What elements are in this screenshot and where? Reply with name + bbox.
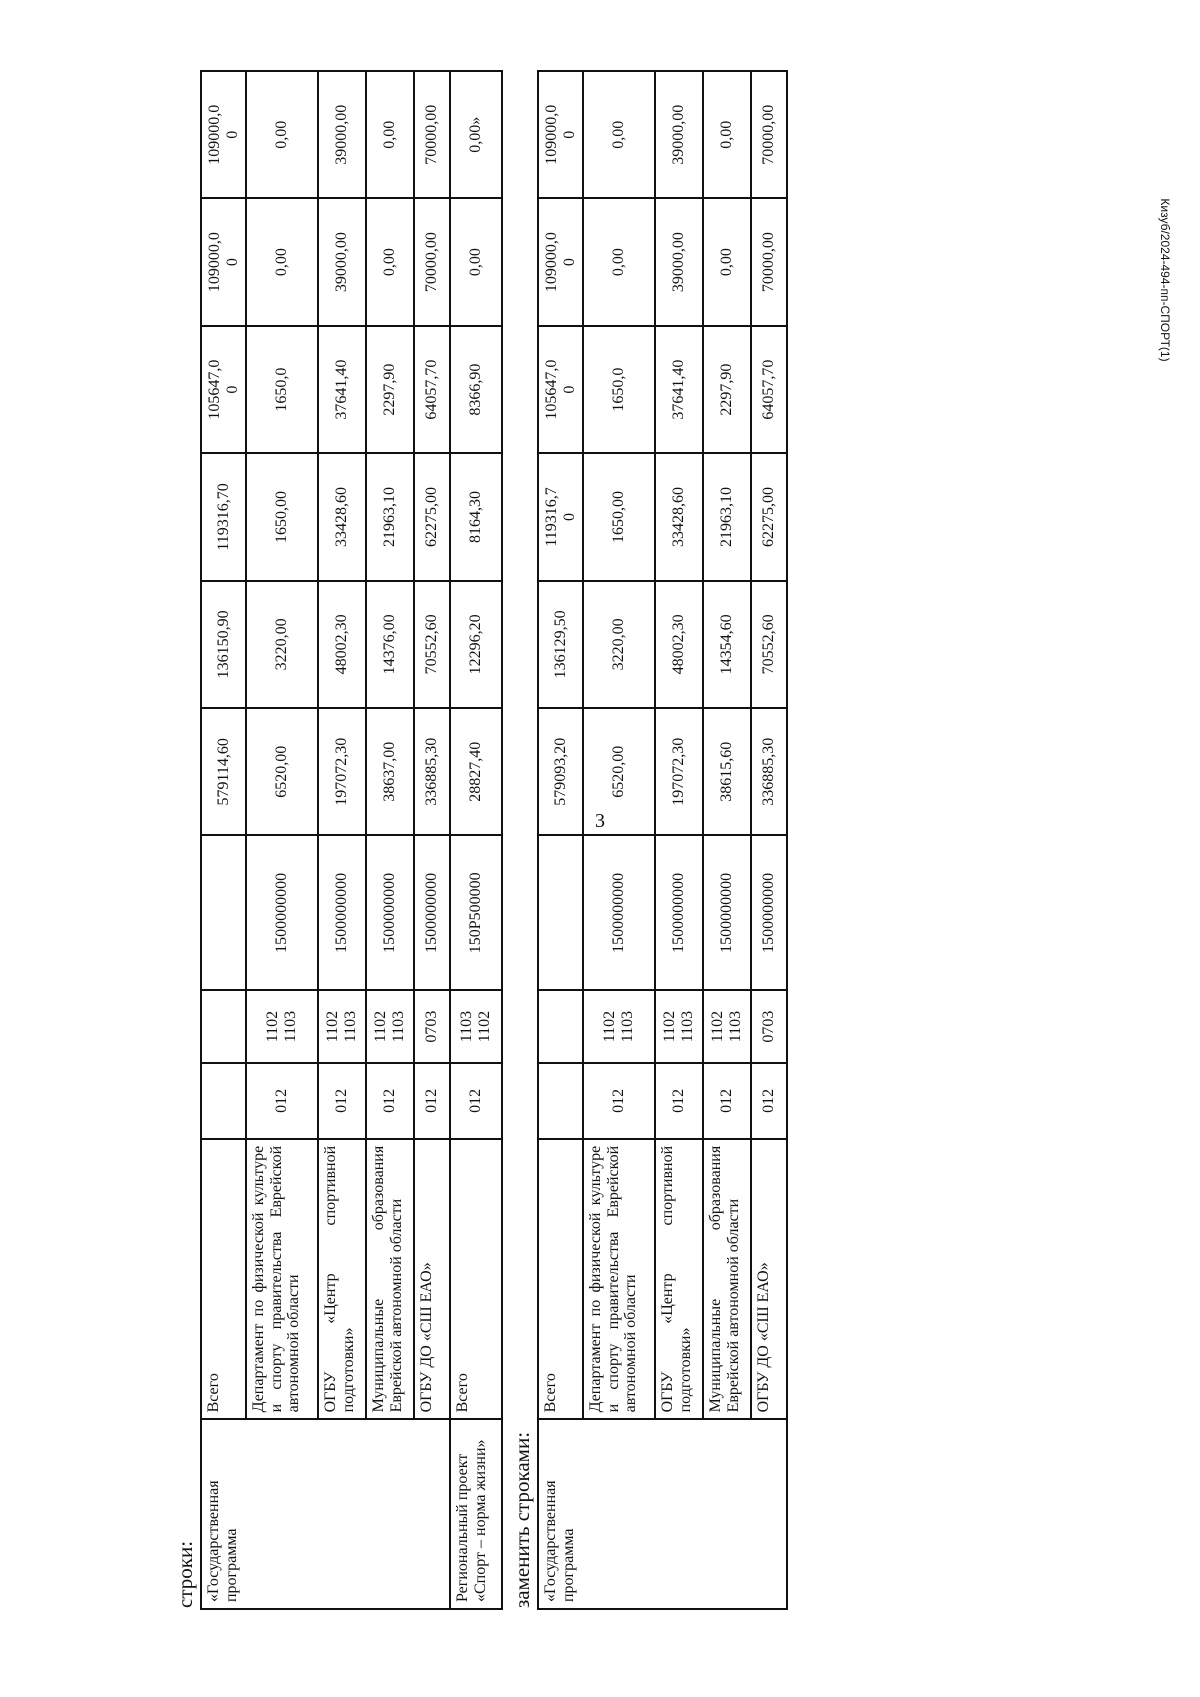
value-cell: 14354,60 <box>703 581 751 708</box>
value-cell: 0,00 <box>583 71 655 198</box>
executor-cell: Всего <box>201 1139 246 1420</box>
value-cell: 1650,00 <box>583 453 655 580</box>
table-row <box>450 71 502 1609</box>
value-cell: 0,00 <box>703 198 751 325</box>
executor-cell: Всего <box>450 1139 502 1420</box>
value-cell: 3220,00 <box>246 581 318 708</box>
value-cell: 1650,0 <box>583 326 655 453</box>
value-cell: 62275,00 <box>751 453 787 580</box>
value-cell: 0,00 <box>583 198 655 325</box>
value-cell: 2297,90 <box>703 326 751 453</box>
value-cell: 3220,00 <box>583 581 655 708</box>
value-cell: 0703 <box>751 990 787 1063</box>
executor-cell: Департамент по физической культуре и спорту правительства Еврейской автономной области <box>583 1139 655 1420</box>
value-cell: 48002,30 <box>318 581 366 708</box>
value-cell <box>538 1063 583 1139</box>
table-row <box>201 71 246 1609</box>
value-cell: 1102 1103 <box>655 990 703 1063</box>
executor-cell: ОГБУ «Центр спортивной подготовки» <box>318 1139 366 1420</box>
executor-cell: ОГБУ ДО «СШ ЕАО» <box>751 1139 787 1420</box>
value-cell: 39000,00 <box>655 71 703 198</box>
value-cell: 0,00 <box>246 71 318 198</box>
value-cell: 012 <box>366 1063 414 1139</box>
value-cell: 21963,10 <box>366 453 414 580</box>
value-cell: 105647,0 0 <box>538 326 583 453</box>
value-cell: 70552,60 <box>414 581 450 708</box>
executor-cell: Департамент по физической культуре и спорту правительства Еврейской автономной области <box>246 1139 318 1420</box>
executor-cell: ОГБУ ДО «СШ ЕАО» <box>414 1139 450 1420</box>
project-name-cell: Региональный проект «Спорт – норма жизни» <box>450 1419 502 1609</box>
value-cell: 150P500000 <box>450 835 502 990</box>
value-cell <box>538 990 583 1063</box>
value-cell: 012 <box>450 1063 502 1139</box>
value-cell: 37641,40 <box>655 326 703 453</box>
value-cell: 33428,60 <box>318 453 366 580</box>
value-cell: 1500000000 <box>318 835 366 990</box>
value-cell: 38637,00 <box>366 708 414 835</box>
value-cell: 70000,00 <box>414 71 450 198</box>
value-cell: 1500000000 <box>751 835 787 990</box>
value-cell: 70000,00 <box>751 71 787 198</box>
caption-before: строки: <box>173 1540 197 1608</box>
executor-cell: Муниципальные образования Еврейской автономной области <box>366 1139 414 1420</box>
value-cell: 0,00» <box>450 71 502 198</box>
table-row <box>318 71 366 1609</box>
value-cell: 109000,0 0 <box>538 198 583 325</box>
value-cell: 33428,60 <box>655 453 703 580</box>
page-number: 3 <box>595 810 605 832</box>
value-cell: 012 <box>414 1063 450 1139</box>
value-cell: 012 <box>583 1063 655 1139</box>
value-cell: 012 <box>703 1063 751 1139</box>
value-cell: 1102 1103 <box>366 990 414 1063</box>
value-cell: 579093,20 <box>538 708 583 835</box>
rotated-content <box>170 70 1070 1610</box>
value-cell: 0703 <box>414 990 450 1063</box>
value-cell: 12296,20 <box>450 581 502 708</box>
program-name-cell: «Государственная программа <box>538 1419 787 1609</box>
value-cell: 1500000000 <box>655 835 703 990</box>
value-cell <box>201 1063 246 1139</box>
value-cell: 1102 1103 <box>703 990 751 1063</box>
value-cell: 64057,70 <box>751 326 787 453</box>
value-cell: 1102 1103 <box>318 990 366 1063</box>
table-row <box>583 71 655 1609</box>
document-code: Кизуб/2024-494-пп-СПОРТ(1) <box>1158 198 1172 362</box>
value-cell: 0,00 <box>366 198 414 325</box>
value-cell: 28827,40 <box>450 708 502 835</box>
value-cell: 1650,00 <box>246 453 318 580</box>
value-cell: 136150,90 <box>201 581 246 708</box>
value-cell: 70552,60 <box>751 581 787 708</box>
value-cell: 109000,0 0 <box>201 198 246 325</box>
value-cell: 39000,00 <box>318 71 366 198</box>
table-row <box>703 71 751 1609</box>
value-cell: 39000,00 <box>655 198 703 325</box>
value-cell: 136129,50 <box>538 581 583 708</box>
value-cell: 8164,30 <box>450 453 502 580</box>
value-cell: 6520,00 <box>246 708 318 835</box>
value-cell: 1500000000 <box>246 835 318 990</box>
value-cell: 8366,90 <box>450 326 502 453</box>
value-cell: 38615,60 <box>703 708 751 835</box>
value-cell: 197072,30 <box>318 708 366 835</box>
value-cell: 70000,00 <box>751 198 787 325</box>
value-cell: 1102 1103 <box>583 990 655 1063</box>
value-cell: 012 <box>751 1063 787 1139</box>
value-cell <box>201 835 246 990</box>
value-cell: 0,00 <box>246 198 318 325</box>
value-cell: 119316,7 0 <box>538 453 583 580</box>
table-row <box>414 71 450 1609</box>
value-cell: 1500000000 <box>703 835 751 990</box>
value-cell: 48002,30 <box>655 581 703 708</box>
value-cell: 64057,70 <box>414 326 450 453</box>
value-cell: 0,00 <box>450 198 502 325</box>
caption-after: заменить строками: <box>510 1431 534 1608</box>
value-cell: 2297,90 <box>366 326 414 453</box>
value-cell: 39000,00 <box>318 198 366 325</box>
value-cell: 336885,30 <box>414 708 450 835</box>
value-cell: 1103 1102 <box>450 990 502 1063</box>
value-cell: 37641,40 <box>318 326 366 453</box>
value-cell: 6520,00 <box>583 708 655 835</box>
value-cell: 62275,00 <box>414 453 450 580</box>
table-row <box>538 71 583 1609</box>
value-cell: 1500000000 <box>583 835 655 990</box>
executor-cell: Всего <box>538 1139 583 1420</box>
value-cell: 1500000000 <box>366 835 414 990</box>
program-name-cell: «Государственная программа <box>201 1419 450 1609</box>
value-cell: 70000,00 <box>414 198 450 325</box>
value-cell: 105647,0 0 <box>201 326 246 453</box>
value-cell: 012 <box>318 1063 366 1139</box>
table-row <box>246 71 318 1609</box>
value-cell: 0,00 <box>366 71 414 198</box>
table-row <box>366 71 414 1609</box>
value-cell: 012 <box>246 1063 318 1139</box>
value-cell: 579114,60 <box>201 708 246 835</box>
value-cell: 0,00 <box>703 71 751 198</box>
table-row <box>655 71 703 1609</box>
value-cell <box>538 835 583 990</box>
value-cell <box>201 990 246 1063</box>
table-row <box>751 71 787 1609</box>
value-cell: 14376,00 <box>366 581 414 708</box>
value-cell: 1500000000 <box>414 835 450 990</box>
value-cell: 336885,30 <box>751 708 787 835</box>
value-cell: 119316,70 <box>201 453 246 580</box>
value-cell: 197072,30 <box>655 708 703 835</box>
table-after <box>537 70 788 1610</box>
value-cell: 012 <box>655 1063 703 1139</box>
value-cell: 1102 1103 <box>246 990 318 1063</box>
executor-cell: ОГБУ «Центр спортивной подготовки» <box>655 1139 703 1420</box>
value-cell: 109000,0 0 <box>201 71 246 198</box>
value-cell: 109000,0 0 <box>538 71 583 198</box>
table-before <box>200 70 503 1610</box>
value-cell: 1650,0 <box>246 326 318 453</box>
value-cell: 21963,10 <box>703 453 751 580</box>
executor-cell: Муниципальные образования Еврейской автономной области <box>703 1139 751 1420</box>
